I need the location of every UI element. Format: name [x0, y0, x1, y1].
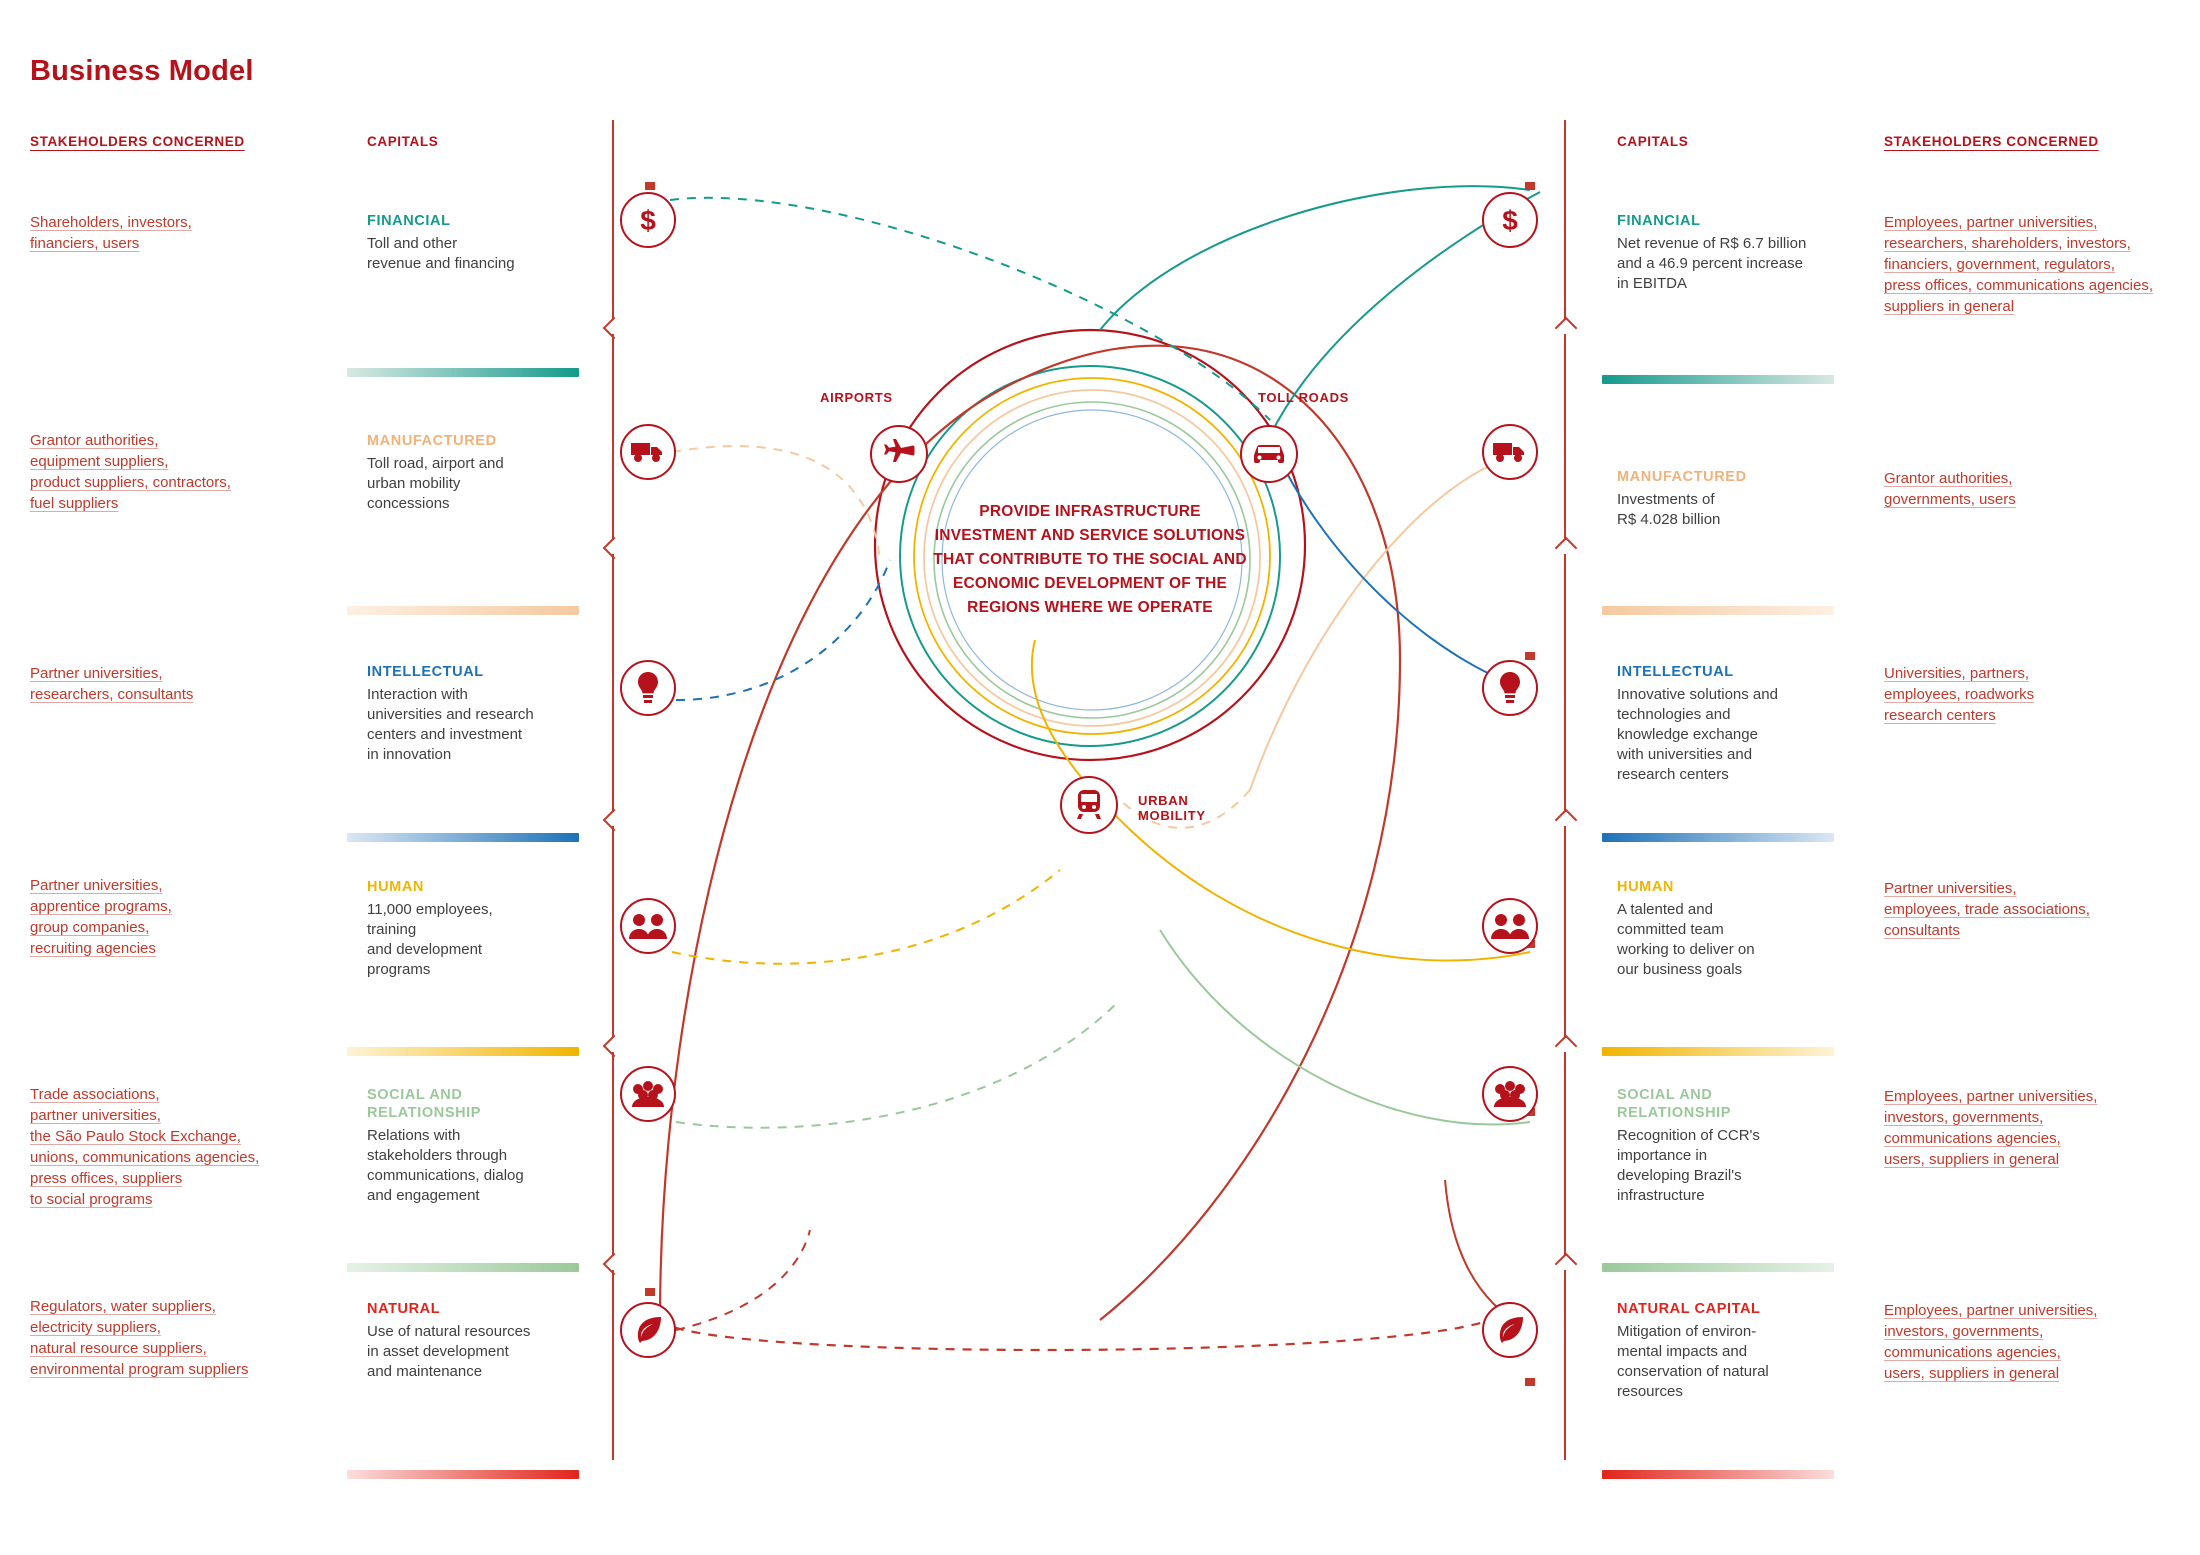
capital-description: Mitigation of environ- mental impacts and conservation of natural resources — [1617, 1323, 1769, 1400]
stake-line: financiers, government, regulators, — [1884, 256, 2115, 273]
header-left-stakeholders: STAKEHOLDERS CONCERNED — [30, 134, 245, 149]
purpose-statement: PROVIDE INFRASTRUCTURE INVESTMENT AND SERVICE SOLUTIONS THAT CONTRIBUTE TO THE SOCIAL AND ECONOMIC DEVELOPMENT OF THE REGIONS WHERE WE OPERATE — [933, 503, 1247, 616]
left-capital-financial — [367, 212, 587, 274]
capital-description: Use of natural resources in asset development and maintenance — [367, 1323, 531, 1380]
right-capital-manufactured — [1617, 468, 1867, 530]
left-capital-intellectual — [367, 663, 592, 765]
right-brace-notch — [1555, 1253, 1578, 1276]
stake-line: researchers, consultants — [30, 686, 194, 703]
capital-description: Recognition of CCR's importance in developing Brazil's infrastructure — [1617, 1127, 1760, 1204]
left-brace-segment — [612, 334, 614, 540]
divider-bar-natural — [347, 1470, 579, 1479]
stake-line: Partner universities, — [30, 877, 163, 894]
capital-title: FINANCIAL — [367, 213, 451, 229]
stake-line: Grantor authorities, — [30, 432, 159, 449]
right-stakeholders-human — [1884, 878, 2174, 941]
right-brace-segment — [1564, 554, 1566, 812]
capital-title: SOCIAL AND RELATIONSHIP — [1617, 1087, 1732, 1121]
stake-line: Trade associations, — [30, 1086, 160, 1103]
stake-line: group companies, — [30, 919, 150, 936]
lightbulb-icon — [620, 660, 676, 716]
left-brace-segment — [612, 1270, 614, 1460]
stake-line: electricity suppliers, — [30, 1319, 161, 1336]
stake-line: consultants — [1884, 922, 1960, 939]
stake-line: communications agencies, — [1884, 1344, 2061, 1361]
stake-line: fuel suppliers — [30, 495, 119, 512]
left-stakeholders-human — [30, 875, 320, 959]
capital-title: SOCIAL AND RELATIONSHIP — [367, 1087, 482, 1121]
stake-line: Partner universities, — [1884, 880, 2017, 897]
stake-line: press offices, communications agencies, — [1884, 277, 2154, 294]
leaf-icon — [1482, 1302, 1538, 1358]
stake-line: Regulators, water suppliers, — [30, 1298, 216, 1315]
left-brace-notch — [603, 809, 626, 832]
group-icon — [1482, 1066, 1538, 1122]
left-brace-notch — [603, 1035, 626, 1058]
people-icon — [620, 898, 676, 954]
header-right-stakeholders: STAKEHOLDERS CONCERNED — [1884, 134, 2099, 149]
capital-description: Investments of R$ 4.028 billion — [1617, 491, 1721, 528]
right-brace-segment — [1564, 334, 1566, 540]
stake-line: the São Paulo Stock Exchange, — [30, 1128, 241, 1145]
group-icon — [620, 1066, 676, 1122]
dollar-icon — [1482, 192, 1538, 248]
right-capital-natural — [1617, 1300, 1867, 1402]
stake-line: partner universities, — [30, 1107, 161, 1124]
divider-bar-intellectual-right — [1602, 833, 1834, 842]
stake-line: governments, users — [1884, 491, 2016, 508]
stake-line: Universities, partners, — [1884, 665, 2030, 682]
stake-line: Employees, partner universities, — [1884, 1088, 2098, 1105]
stake-line: apprentice programs, — [30, 898, 172, 915]
stake-line: employees, trade associations, — [1884, 901, 2090, 918]
right-brace-notch — [1555, 537, 1578, 560]
stake-line: unions, communications agencies, — [30, 1149, 260, 1166]
right-brace-segment — [1564, 120, 1566, 320]
left-brace-segment — [612, 554, 614, 812]
header-left-capitals: CAPITALS — [367, 134, 439, 149]
left-capital-natural — [367, 1300, 587, 1382]
capital-description: Toll road, airport and urban mobility concessions — [367, 455, 504, 512]
right-brace-notch — [1555, 809, 1578, 832]
hub-label-toll-roads: TOLL ROADS — [1258, 390, 1350, 405]
stake-line: suppliers in general — [1884, 298, 2015, 315]
stake-line: Employees, partner universities, — [1884, 214, 2098, 231]
stake-line: to social programs — [30, 1191, 153, 1208]
stake-line: research centers — [1884, 707, 1996, 724]
divider-bar-financial-right — [1602, 375, 1834, 384]
right-stakeholders-manufactured — [1884, 468, 2174, 510]
people-icon — [1482, 898, 1538, 954]
divider-bar-social-right — [1602, 1263, 1834, 1272]
capital-title: HUMAN — [1617, 879, 1674, 895]
right-brace-notch — [1555, 317, 1578, 340]
stake-line: employees, roadworks — [1884, 686, 2035, 703]
capital-description: Toll and other revenue and financing — [367, 235, 515, 272]
divider-bar-intellectual — [347, 833, 579, 842]
truck-icon — [620, 424, 676, 480]
stake-line: equipment suppliers, — [30, 453, 169, 470]
capital-title: NATURAL — [367, 1301, 441, 1317]
stake-line: users, suppliers in general — [1884, 1151, 2060, 1168]
right-brace-notch — [1555, 1035, 1578, 1058]
capital-title: MANUFACTURED — [367, 433, 497, 449]
capital-title: INTELLECTUAL — [367, 664, 484, 680]
left-stakeholders-manufactured — [30, 430, 330, 514]
capital-description: Interaction with universities and research centers and investment in innovation — [367, 686, 534, 763]
right-stakeholders-intellectual — [1884, 663, 2174, 726]
hub-label-urban-mobility: URBAN MOBILITY — [1138, 793, 1206, 823]
right-capital-financial — [1617, 212, 1867, 294]
stake-line: product suppliers, contractors, — [30, 474, 231, 491]
left-capital-human — [367, 878, 587, 980]
divider-bar-natural-right — [1602, 1470, 1834, 1479]
left-stakeholders-financial — [30, 212, 320, 254]
left-stakeholders-intellectual — [30, 663, 320, 705]
hub-label-airports: AIRPORTS — [820, 390, 893, 405]
left-brace-notch — [603, 317, 626, 340]
train-icon — [1060, 776, 1118, 834]
divider-bar-social — [347, 1263, 579, 1272]
right-stakeholders-natural — [1884, 1300, 2174, 1384]
right-brace-segment — [1564, 1270, 1566, 1460]
stake-line: Shareholders, investors, — [30, 214, 192, 231]
right-capital-intellectual — [1617, 663, 1867, 785]
stake-line: Grantor authorities, — [1884, 470, 2013, 487]
svg-text:$: $ — [1502, 205, 1518, 236]
stake-line: investors, governments, — [1884, 1323, 2044, 1340]
stake-line: financiers, users — [30, 235, 140, 252]
stake-line: investors, governments, — [1884, 1109, 2044, 1126]
capital-title: HUMAN — [367, 879, 424, 895]
left-capital-manufactured — [367, 432, 587, 514]
right-stakeholders-social — [1884, 1086, 2174, 1170]
capital-title: FINANCIAL — [1617, 213, 1701, 229]
capital-title: INTELLECTUAL — [1617, 664, 1734, 680]
stake-line: communications agencies, — [1884, 1130, 2061, 1147]
lightbulb-icon — [1482, 660, 1538, 716]
capital-title: MANUFACTURED — [1617, 469, 1747, 485]
dollar-icon — [620, 192, 676, 248]
stake-line: environmental program suppliers — [30, 1361, 249, 1378]
car-icon — [1240, 425, 1298, 483]
stake-line: press offices, suppliers — [30, 1170, 183, 1187]
left-capital-social — [367, 1086, 587, 1206]
stake-line: recruiting agencies — [30, 940, 156, 957]
svg-text:$: $ — [640, 205, 656, 236]
capital-description: 11,000 employees, training and development programs — [367, 901, 493, 978]
stake-line: Partner universities, — [30, 665, 163, 682]
left-brace-notch — [603, 537, 626, 560]
left-brace-notch — [603, 1253, 626, 1276]
stake-line: Employees, partner universities, — [1884, 1302, 2098, 1319]
right-capital-social — [1617, 1086, 1867, 1206]
capital-description: Innovative solutions and technologies and knowledge exchange with universities and research centers — [1617, 686, 1778, 783]
right-stakeholders-financial — [1884, 212, 2174, 317]
left-stakeholders-natural — [30, 1296, 330, 1380]
left-stakeholders-social — [30, 1084, 330, 1210]
stake-line: natural resource suppliers, — [30, 1340, 207, 1357]
stake-line: researchers, shareholders, investors, — [1884, 235, 2131, 252]
leaf-icon — [620, 1302, 676, 1358]
capital-description: Net revenue of R$ 6.7 billion and a 46.9 percent increase in EBITDA — [1617, 235, 1807, 292]
left-brace-segment — [612, 826, 614, 1038]
right-brace-segment — [1564, 1052, 1566, 1256]
left-brace-segment — [612, 1052, 614, 1256]
truck-icon — [1482, 424, 1538, 480]
capital-description: A talented and committed team working to deliver on our business goals — [1617, 901, 1755, 978]
header-right-capitals: CAPITALS — [1617, 134, 1689, 149]
divider-bar-manufactured-right — [1602, 606, 1834, 615]
airplane-icon — [870, 425, 928, 483]
divider-bar-human-right — [1602, 1047, 1834, 1056]
divider-bar-manufactured — [347, 606, 579, 615]
capital-title: NATURAL CAPITAL — [1617, 1301, 1761, 1317]
page-title: Business Model — [30, 55, 254, 87]
right-capital-human — [1617, 878, 1867, 980]
stake-line: users, suppliers in general — [1884, 1365, 2060, 1382]
divider-bar-financial — [347, 368, 579, 377]
divider-bar-human — [347, 1047, 579, 1056]
capital-description: Relations with stakeholders through communications, dialog and engagement — [367, 1127, 524, 1204]
right-brace-segment — [1564, 826, 1566, 1038]
left-brace-segment — [612, 120, 614, 320]
